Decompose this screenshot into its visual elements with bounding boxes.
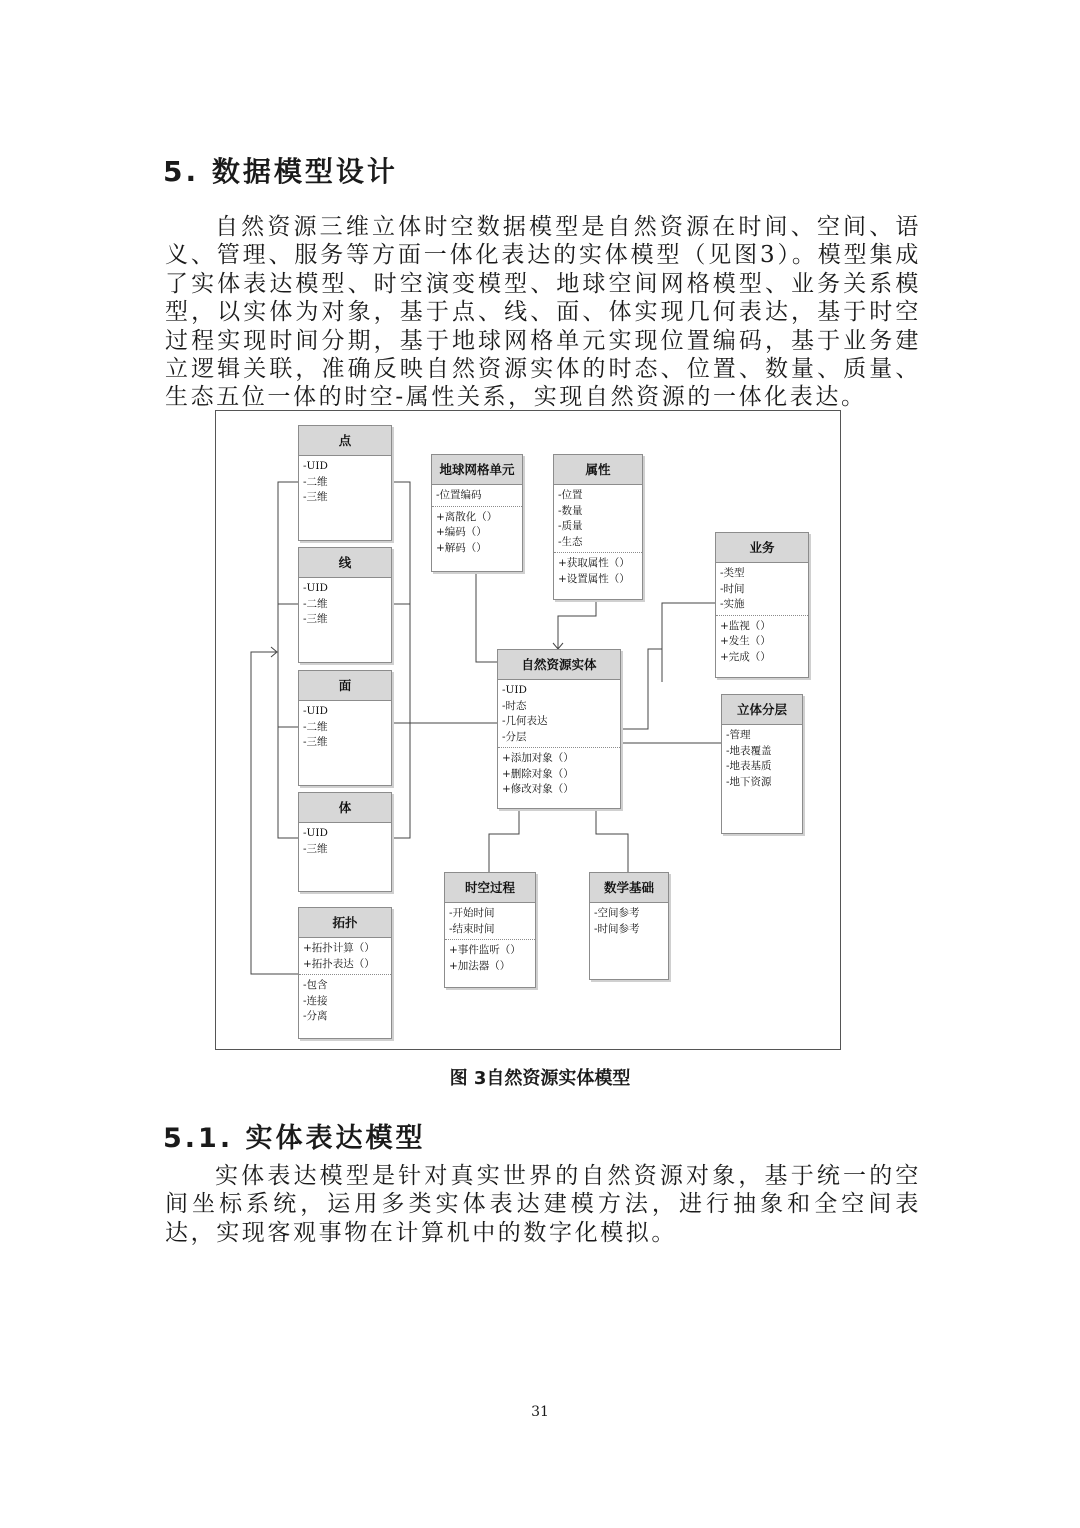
class-property: 属性 -位置 -数量 -质量 -生态 +获取属性（） +设置属性（） [553,454,643,600]
class-line-attrs: -UID -二维 -三维 [303,582,328,625]
connector-property-entity [558,600,596,649]
class-entity-attrs: -UID -时态 -几何表达 -分层 [498,680,620,748]
class-property-attrs: -位置 -数量 -质量 -生态 [554,485,642,553]
class-topology-methods: +拓扑计算（） +拓扑表达（） [299,938,391,975]
section-heading: 5. 数据模型设计 [163,155,398,188]
class-surface-attrs: -UID -二维 -三维 [303,705,328,748]
class-business-methods: +监视（） +发生（） +完成（） [720,619,771,663]
class-grid-attrs: -位置编码 [432,485,522,507]
class-math-attrs: -空间参考 -时间参考 [594,907,640,935]
class-layer-attrs: -管理 -地表覆盖 -地表基质 -地下资源 [726,729,772,788]
class-business-attrs: -类型 -时间 -实施 [716,563,808,616]
connector-topology [251,652,299,974]
connector-right-bracket [391,482,410,838]
connector-grid-entity [476,573,498,662]
connector-left-bracket [278,482,299,838]
class-spacetime-attrs: -开始时间 -结束时间 [445,903,535,940]
class-topology-attrs: -包含 -连接 -分离 [303,979,328,1022]
intro-paragraph: 自然资源三维立体时空数据模型是自然资源在时间、空间、语义、管理、服务等方面一体化表达的实体模型（见图3）。模型集成了实体表达模型、时空演变模型、地球空间网格模型、业务关系模型，以实体为对象，基于点、线、面、体实现几何表达，基于时空过程实现时间分期，基于地球网格单元实现位置编码，基于业务建立逻辑关联，准确反映自然资源实体的时态、位置、数量、质量、生态五位一体的时空-属性关系，实现自然资源的一体化表达。 [165,214,921,411]
class-volume: 体 -UID -三维 [298,792,392,892]
class-property-methods: +获取属性（） +设置属性（） [558,557,630,585]
class-line: 线 -UID -二维 -三维 [298,547,392,663]
page-number: 31 [531,1404,549,1420]
connector-entity-math [596,809,628,873]
entity-model-diagram [215,410,841,1050]
class-grid-methods: +离散化（） +编码（） +解码（） [436,510,498,554]
class-surface: 面 -UID -二维 -三维 [298,670,392,786]
class-spacetime-methods: +事件监听（） +加法器（） [449,944,521,972]
class-math-basis: 数学基础 -空间参考 -时间参考 [589,872,669,980]
class-grid-cell: 地球网格单元 -位置编码 +离散化（） +编码（） +解码（） [431,454,523,572]
class-point: 点 -UID -二维 -三维 [298,425,392,541]
class-topology: 拓扑 +拓扑计算（） +拓扑表达（） -包含 -连接 -分离 [298,907,392,1039]
class-volume-attrs: -UID -三维 [303,827,328,855]
class-spacetime-process: 时空过程 -开始时间 -结束时间 +事件监听（） +加法器（） [444,872,536,988]
class-point-attrs: -UID -二维 -三维 [303,460,328,503]
subsection-paragraph: 实体表达模型是针对真实世界的自然资源对象，基于统一的空间坐标系统，运用多类实体表达建模方法，进行抽象和全空间表达，实现客观事物在计算机中的数字化模拟。 [165,1163,921,1246]
connector-entity-spacetime [489,809,519,873]
class-business: 业务 -类型 -时间 -实施 +监视（） +发生（） +完成（） [715,532,809,678]
class-natural-resource-entity: 自然资源实体 -UID -时态 -几何表达 -分层 +添加对象（） +删除对象（） +修改对象（） [497,649,621,809]
connector-business-entity [662,603,716,682]
subsection-heading: 5.1. 实体表达模型 [163,1123,426,1154]
figure-caption: 图 3自然资源实体模型 [449,1068,631,1089]
class-entity-methods: +添加对象（） +删除对象（） +修改对象（） [502,752,574,795]
connector-business-entity-2 [620,649,662,729]
class-vertical-layer: 立体分层 -管理 -地表覆盖 -地表基质 -地下资源 [721,694,803,834]
